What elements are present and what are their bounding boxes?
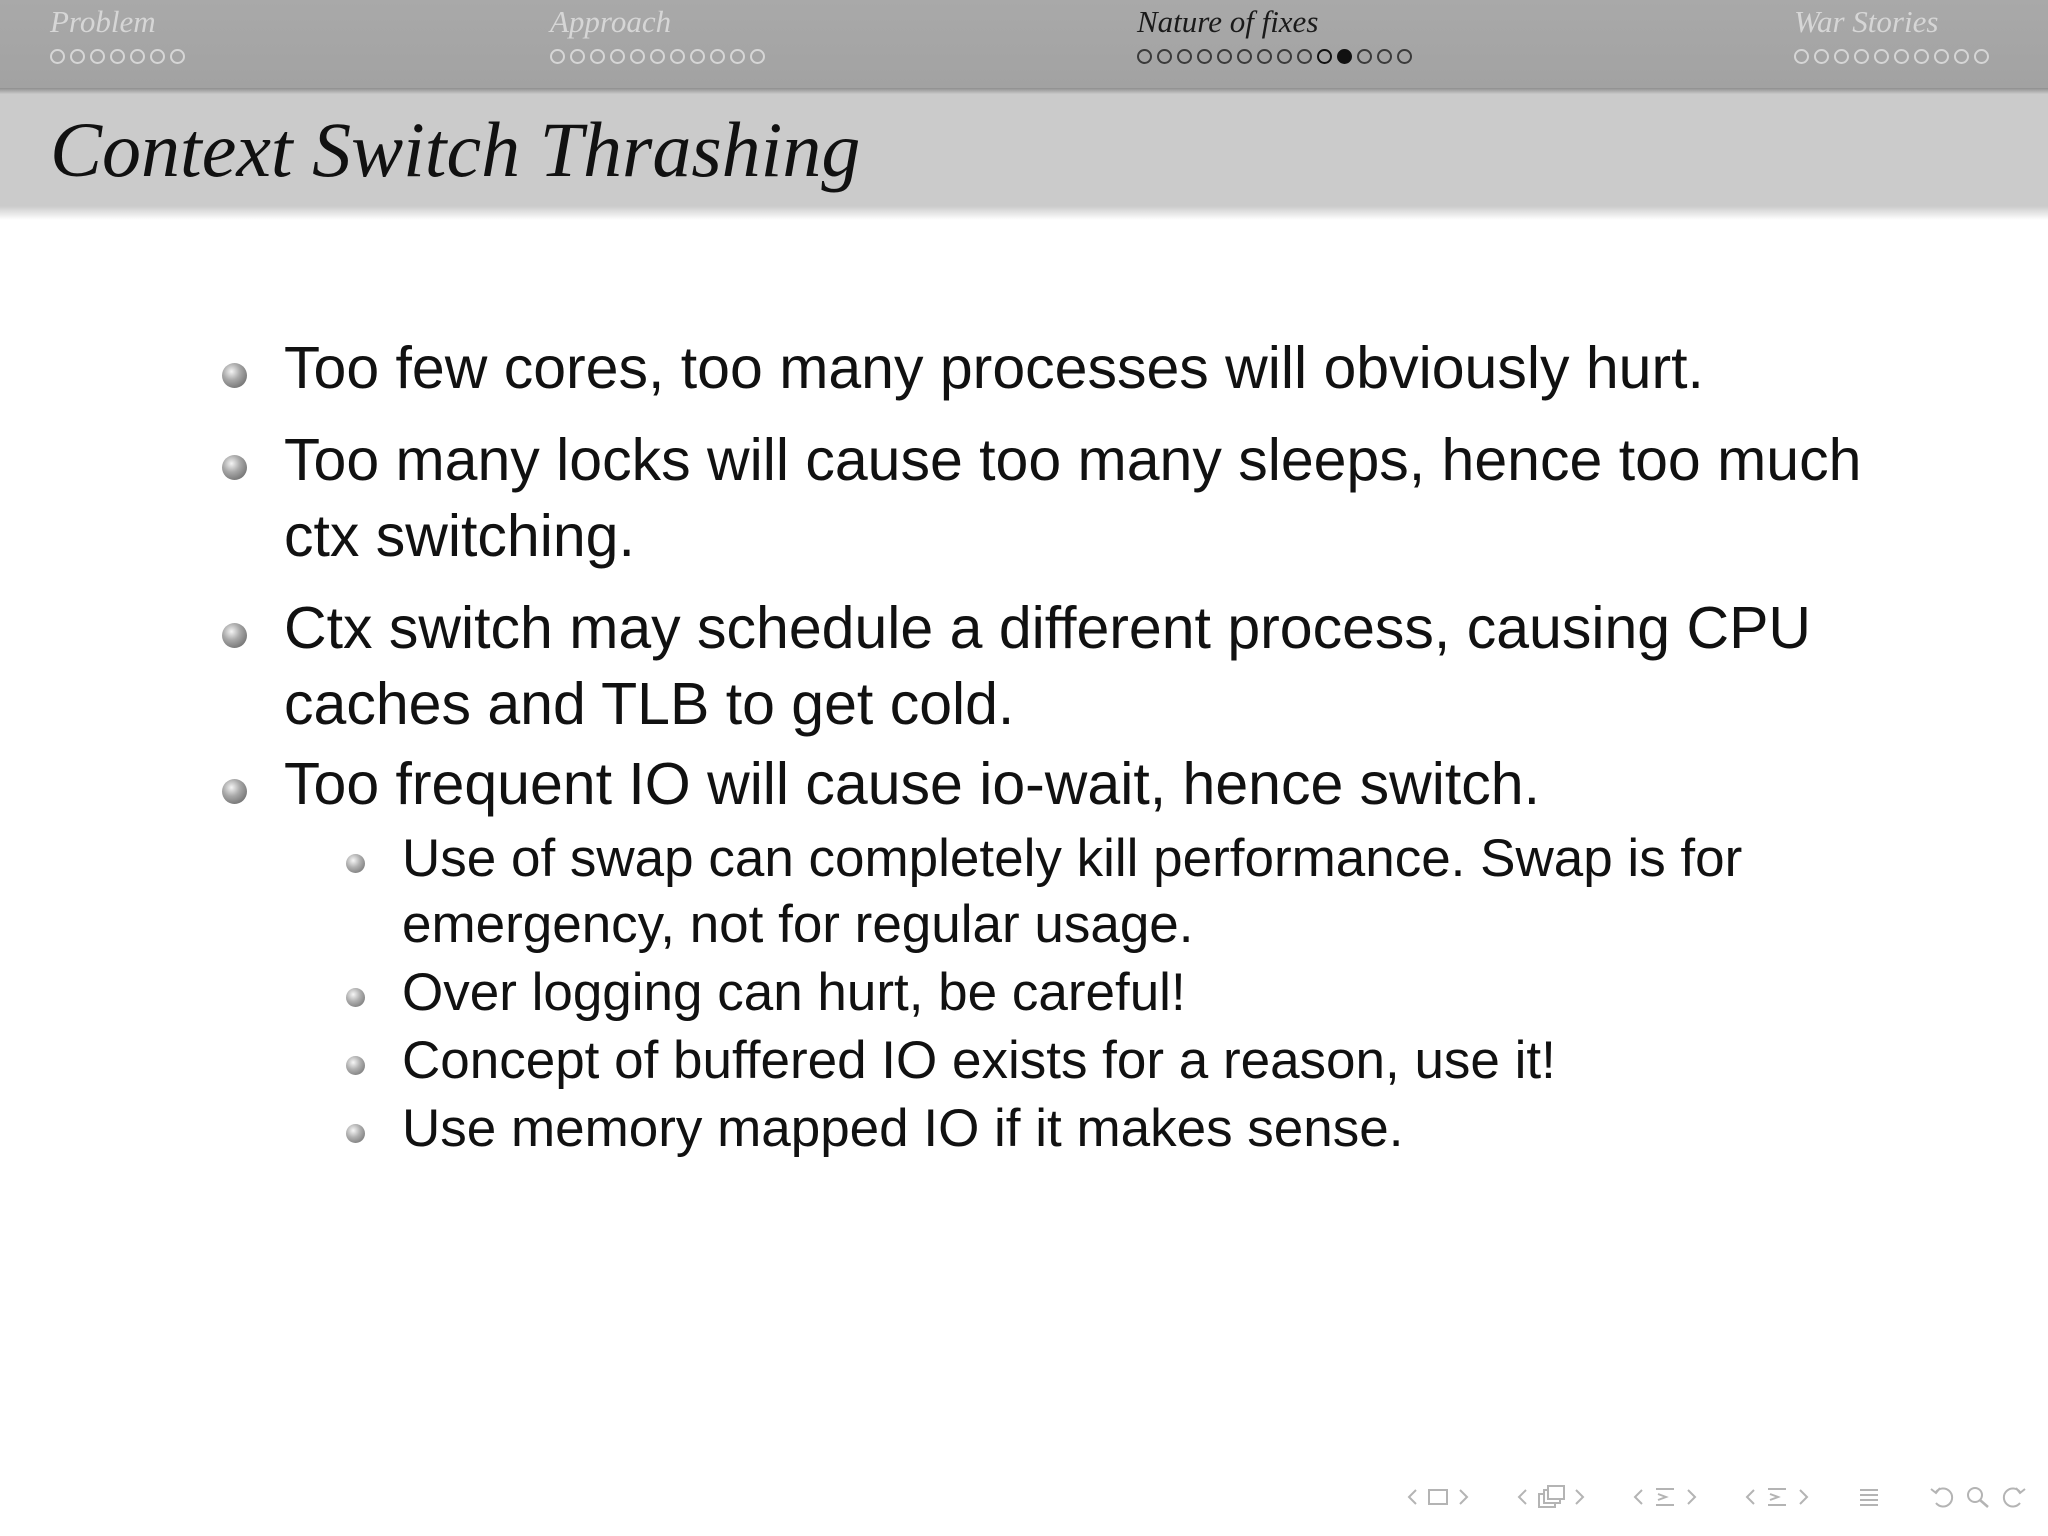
presentation-prev-arrow-icon[interactable]	[1744, 1488, 1756, 1506]
frame-dot[interactable]	[1934, 49, 1949, 64]
back-icon[interactable]	[1928, 1484, 1956, 1510]
frame-dot[interactable]	[1237, 49, 1252, 64]
frame-dot[interactable]	[1337, 49, 1352, 64]
nav-frame-dots	[50, 49, 185, 65]
navigation-symbols	[1406, 1480, 2028, 1514]
frame-dot[interactable]	[1197, 49, 1212, 64]
sub-list-item	[346, 1028, 1882, 1094]
frame-dot[interactable]	[1874, 49, 1889, 64]
sub-bullet-text: Use memory mapped IO if it makes sense.	[402, 1099, 1404, 1158]
frame-dot[interactable]	[110, 49, 125, 64]
sub-bullet-icon	[346, 988, 365, 1007]
sub-bullet-icon	[346, 1124, 365, 1143]
nav-section-title[interactable]: Approach	[550, 4, 672, 39]
sub-list-item	[346, 960, 1882, 1026]
bullet-text: Too few cores, too many processes will obviously hurt.	[284, 335, 1704, 401]
frame-dot[interactable]	[550, 49, 565, 64]
frame-dot[interactable]	[1217, 49, 1232, 64]
subsection-prev-arrow-icon[interactable]	[1516, 1488, 1528, 1506]
bullet-text: Too frequent IO will cause io-wait, hence switch.	[284, 751, 1540, 817]
title-bar-shadow	[0, 206, 2048, 220]
sub-list-item	[346, 1096, 1882, 1162]
list-item	[222, 330, 1882, 406]
frame-dot[interactable]	[1397, 49, 1412, 64]
frame-dot[interactable]	[1894, 49, 1909, 64]
bullet-icon	[222, 455, 247, 480]
bullet-text: Ctx switch may schedule a different process, causing CPU caches and TLB to get cold.	[284, 595, 1812, 737]
frame-dot[interactable]	[590, 49, 605, 64]
frame-dot[interactable]	[130, 49, 145, 64]
frame-dot[interactable]	[610, 49, 625, 64]
list-item	[222, 746, 1882, 822]
frame-dot[interactable]	[70, 49, 85, 64]
nav-frame-dots	[1137, 49, 1412, 65]
frame-prev-arrow-icon[interactable]	[1406, 1488, 1418, 1506]
subsection-next-arrow-icon[interactable]	[1574, 1488, 1586, 1506]
frame-next-arrow-icon[interactable]	[1458, 1488, 1470, 1506]
frame-dot[interactable]	[170, 49, 185, 64]
frame-dot[interactable]	[1377, 49, 1392, 64]
nav-section-problem[interactable]	[50, 4, 185, 65]
frame-dot[interactable]	[1357, 49, 1372, 64]
frame-icon[interactable]	[1426, 1487, 1450, 1507]
frame-dot[interactable]	[1854, 49, 1869, 64]
frame-dot[interactable]	[1137, 49, 1152, 64]
list-item	[222, 590, 1882, 742]
sub-bullet-list	[346, 826, 1882, 1162]
frame-dot[interactable]	[1277, 49, 1292, 64]
nav-section-approach[interactable]	[550, 4, 765, 65]
frame-dot[interactable]	[1297, 49, 1312, 64]
section-prev-arrow-icon[interactable]	[1632, 1488, 1644, 1506]
frame-dot[interactable]	[50, 49, 65, 64]
sub-bullet-icon	[346, 854, 365, 873]
section-icon[interactable]	[1652, 1484, 1678, 1510]
frame-dot[interactable]	[1974, 49, 1989, 64]
frame-dot[interactable]	[750, 49, 765, 64]
sub-bullet-text: Concept of buffered IO exists for a reason, use it!	[402, 1031, 1556, 1090]
frame-dot[interactable]	[1317, 49, 1332, 64]
bullet-text: Too many locks will cause too many sleeps, hence too much ctx switching.	[284, 427, 1862, 569]
frame-dot[interactable]	[570, 49, 585, 64]
nav-section-title[interactable]: War Stories	[1794, 4, 1939, 39]
document-icon[interactable]	[1856, 1484, 1882, 1510]
search-icon[interactable]	[1964, 1484, 1992, 1510]
frame-dot[interactable]	[690, 49, 705, 64]
section-navigation-bar	[0, 0, 2048, 88]
frame-dot[interactable]	[1954, 49, 1969, 64]
frame-dot[interactable]	[1177, 49, 1192, 64]
frame-dot[interactable]	[670, 49, 685, 64]
sub-bullet-icon	[346, 1056, 365, 1075]
frame-dot[interactable]	[1257, 49, 1272, 64]
nav-section-nature-of-fixes[interactable]	[1137, 4, 1412, 65]
frame-dot[interactable]	[650, 49, 665, 64]
sub-bullet-text: Over logging can hurt, be careful!	[402, 963, 1186, 1022]
frame-dot[interactable]	[1794, 49, 1809, 64]
bullet-icon	[222, 363, 247, 388]
section-next-arrow-icon[interactable]	[1686, 1488, 1698, 1506]
nav-section-title[interactable]: Nature of fixes	[1137, 4, 1319, 39]
presentation-section-icon[interactable]	[1764, 1484, 1790, 1510]
nav-frame-dots	[550, 49, 765, 65]
frame-dot[interactable]	[1814, 49, 1829, 64]
frame-dot[interactable]	[730, 49, 745, 64]
sub-list-item	[346, 826, 1882, 958]
nav-section-title[interactable]: Problem	[50, 4, 156, 39]
frame-dot[interactable]	[1914, 49, 1929, 64]
nav-section-war-stories[interactable]	[1794, 4, 1989, 65]
list-item	[222, 422, 1882, 574]
bullet-list	[222, 330, 1882, 1164]
frame-dot[interactable]	[630, 49, 645, 64]
subsection-icon[interactable]	[1536, 1483, 1566, 1511]
frame-dot[interactable]	[710, 49, 725, 64]
presentation-next-arrow-icon[interactable]	[1798, 1488, 1810, 1506]
nav-frame-dots	[1794, 49, 1989, 65]
frame-dot[interactable]	[1157, 49, 1172, 64]
forward-icon[interactable]	[2000, 1484, 2028, 1510]
bullet-icon	[222, 779, 247, 804]
frame-dot[interactable]	[1834, 49, 1849, 64]
frame-dot[interactable]	[90, 49, 105, 64]
frame-dot[interactable]	[150, 49, 165, 64]
bullet-icon	[222, 623, 247, 648]
frame-title: Context Switch Thrashing	[50, 106, 861, 193]
sub-bullet-text: Use of swap can completely kill performance. Swap is for emergency, not for regular usage.	[402, 829, 1743, 954]
